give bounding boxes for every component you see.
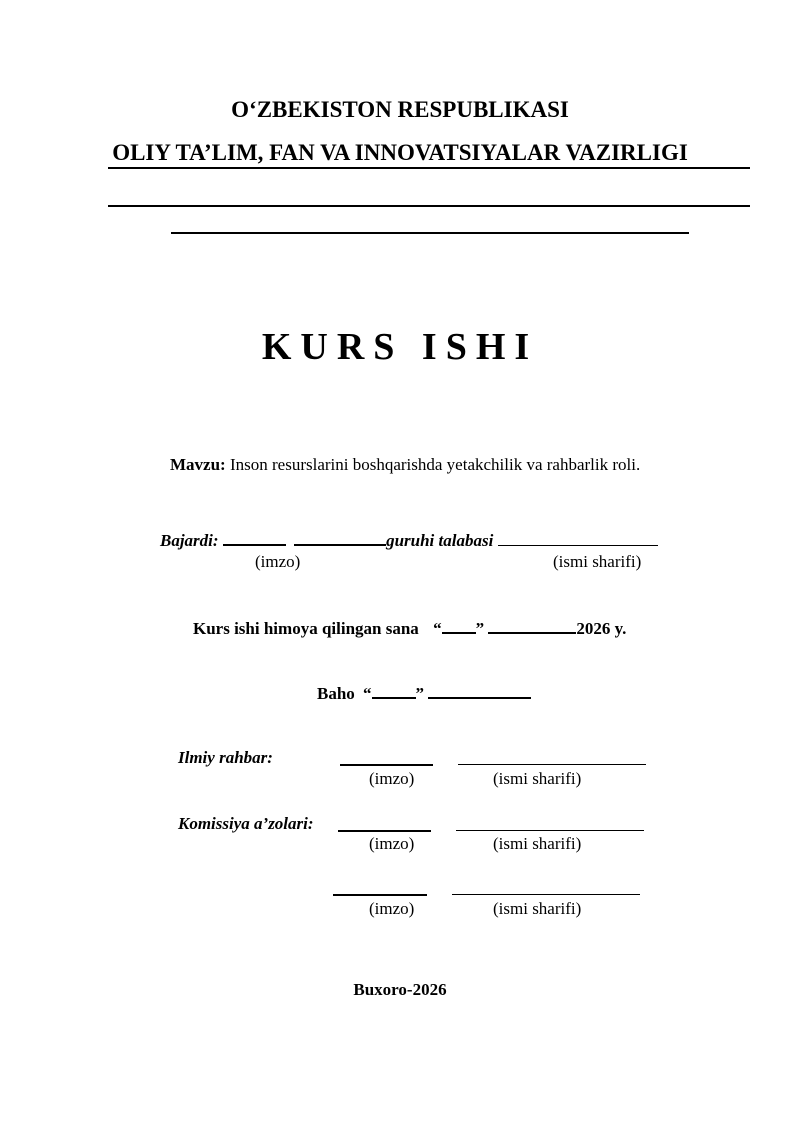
commission-sign-blank-2[interactable] <box>333 894 427 896</box>
blank-line-department <box>171 232 689 234</box>
footer-city-year: Buxoro-2026 <box>353 980 447 999</box>
commission-name-caption-1: (ismi sharifi) <box>493 834 582 853</box>
commission-name-blank-1[interactable] <box>456 830 644 831</box>
grade-text-blank[interactable] <box>428 683 531 699</box>
topic-label: Mavzu: <box>170 455 226 474</box>
commission-sign-caption-1: (imzo) <box>369 834 415 853</box>
grade-close-quote: ” <box>415 684 425 703</box>
defense-month-blank[interactable] <box>488 618 576 634</box>
grade-row <box>317 683 531 704</box>
defense-label: Kurs ishi himoya qilingan sana <box>193 619 419 638</box>
commission-label: Komissiya a’zolari: <box>178 814 314 833</box>
supervisor-sign-caption: (imzo) <box>369 769 415 788</box>
performer-row <box>160 530 658 551</box>
supervisor-label: Ilmiy rahbar: <box>178 748 273 767</box>
defense-day-blank[interactable] <box>442 618 476 634</box>
grade-open-quote: “ <box>363 684 372 703</box>
defense-row <box>193 618 626 639</box>
topic <box>170 455 640 475</box>
performer-label: Bajardi: <box>160 531 219 550</box>
performer-sign-blank[interactable] <box>223 530 286 546</box>
grade-label: Baho <box>317 684 355 703</box>
supervisor-sign-blank[interactable] <box>340 764 433 766</box>
performer-group-blank[interactable] <box>294 530 386 546</box>
ministry-name: OLIY TA’LIM, FAN VA INNOVATSIYALAR VAZIRLIGI <box>112 140 688 165</box>
commission-sign-blank-1[interactable] <box>338 830 431 832</box>
topic-text: Inson resurslarini boshqarishda yetakchilik va rahbarlik roli. <box>229 455 641 474</box>
performer-name-blank[interactable] <box>498 531 658 546</box>
divider-ministry <box>108 167 750 169</box>
defense-open-quote: “ <box>433 619 442 638</box>
performer-group-text: guruhi talabasi <box>386 531 494 550</box>
performer-name-caption: (ismi sharifi) <box>553 552 642 571</box>
defense-year: 2026 y. <box>576 619 627 638</box>
grade-score-blank[interactable] <box>372 683 416 699</box>
supervisor-name-blank[interactable] <box>458 764 646 765</box>
document-title: KURS ISHI <box>261 326 539 368</box>
commission-sign-caption-2: (imzo) <box>369 899 415 918</box>
commission-name-caption-2: (ismi sharifi) <box>493 899 582 918</box>
commission-name-blank-2[interactable] <box>452 894 640 895</box>
blank-line-institution <box>108 205 750 207</box>
defense-close-quote: ” <box>475 619 485 638</box>
ministry-country: O‘ZBEKISTON RESPUBLIKASI <box>231 97 569 122</box>
performer-sign-caption: (imzo) <box>255 552 301 571</box>
supervisor-name-caption: (ismi sharifi) <box>493 769 582 788</box>
